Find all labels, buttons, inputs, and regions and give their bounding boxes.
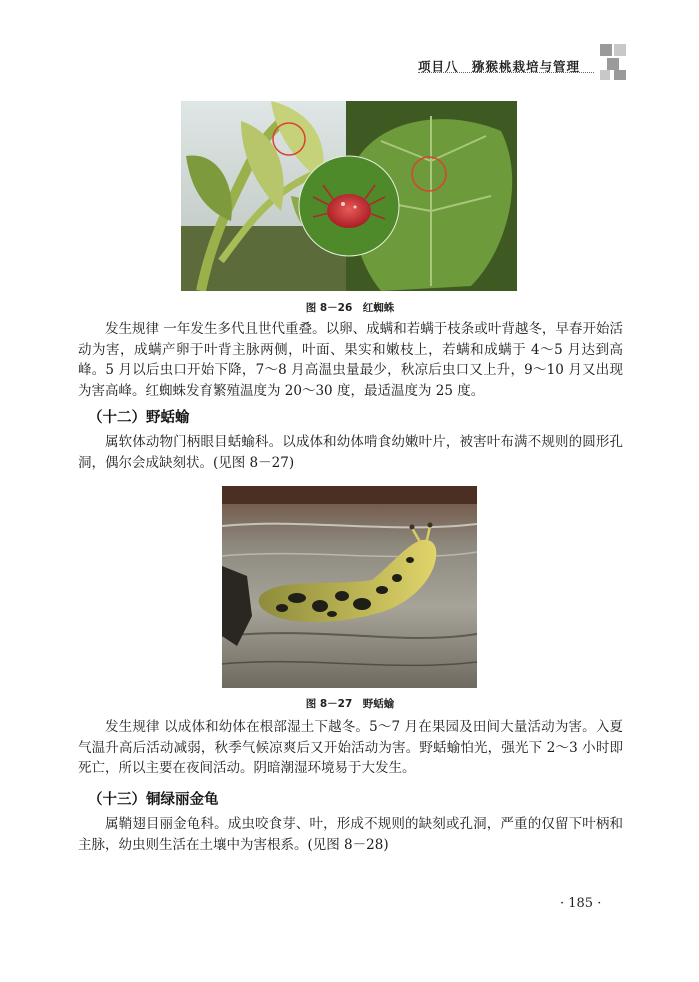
page-number: · 185 · — [560, 896, 602, 911]
section-heading-13: （十三）铜绿丽金龟 — [88, 792, 219, 808]
corner-logo — [600, 44, 626, 80]
figure-caption-8-27: 图 8－27 野蛞蝓 — [305, 698, 395, 710]
paragraph-red-spider-occurrence: 发生规律 一年发生多代且世代重叠。以卵、成螨和若螨于枝条或叶背越冬，早春开始活动为害，成螨产卵于叶背主脉两侧，叶面、果实和嫩枝上，若螨和成螨于 4～5 月达到高峰。5 月以后虫口开始下降，7～8 月高温虫量最少，秋凉后虫口又上升，9～10 月又出现为害高峰。红蜘蛛发育繁殖温度为 20～30 度，最适温度为 25 度。 — [78, 321, 623, 399]
paragraph-slug-occurrence: 发生规律 以成体和幼体在根部湿土下越冬。5～7 月在果园及田间大量活动为害。入夏气温升高后活动减弱，秋季气候凉爽后又开始活动为害。野蛞蝓怕光，强光下 2～3 小时即死亡，所以主要在夜间活动。阴暗潮湿环境易于大发生。 — [78, 719, 623, 776]
figure-slug — [222, 486, 477, 688]
running-header: 项目八 猕猴桃栽培与管理 — [418, 59, 581, 74]
paragraph-slug-description: 属软体动物门柄眼目蛞蝓科。以成体和幼体啃食幼嫩叶片，被害叶布满不规则的圆形孔洞，偶尔会成缺刻状。(见图 8－27) — [78, 434, 623, 471]
paragraph-copper-beetle-description: 属鞘翅目丽金龟科。成虫咬食芽、叶，形成不规则的缺刻或孔洞，严重的仅留下叶柄和主脉，幼虫则生活在土壤中为害根系。(见图 8－28) — [78, 816, 623, 853]
figure-caption-8-26: 图 8－26 红蜘蛛 — [305, 302, 395, 314]
slug-photo — [222, 486, 477, 688]
section-heading-12: （十二）野蛞蝓 — [88, 410, 190, 426]
figure-red-spider-mite — [181, 101, 517, 291]
header-divider — [418, 72, 594, 73]
red-spider-mite-photo — [181, 101, 517, 291]
